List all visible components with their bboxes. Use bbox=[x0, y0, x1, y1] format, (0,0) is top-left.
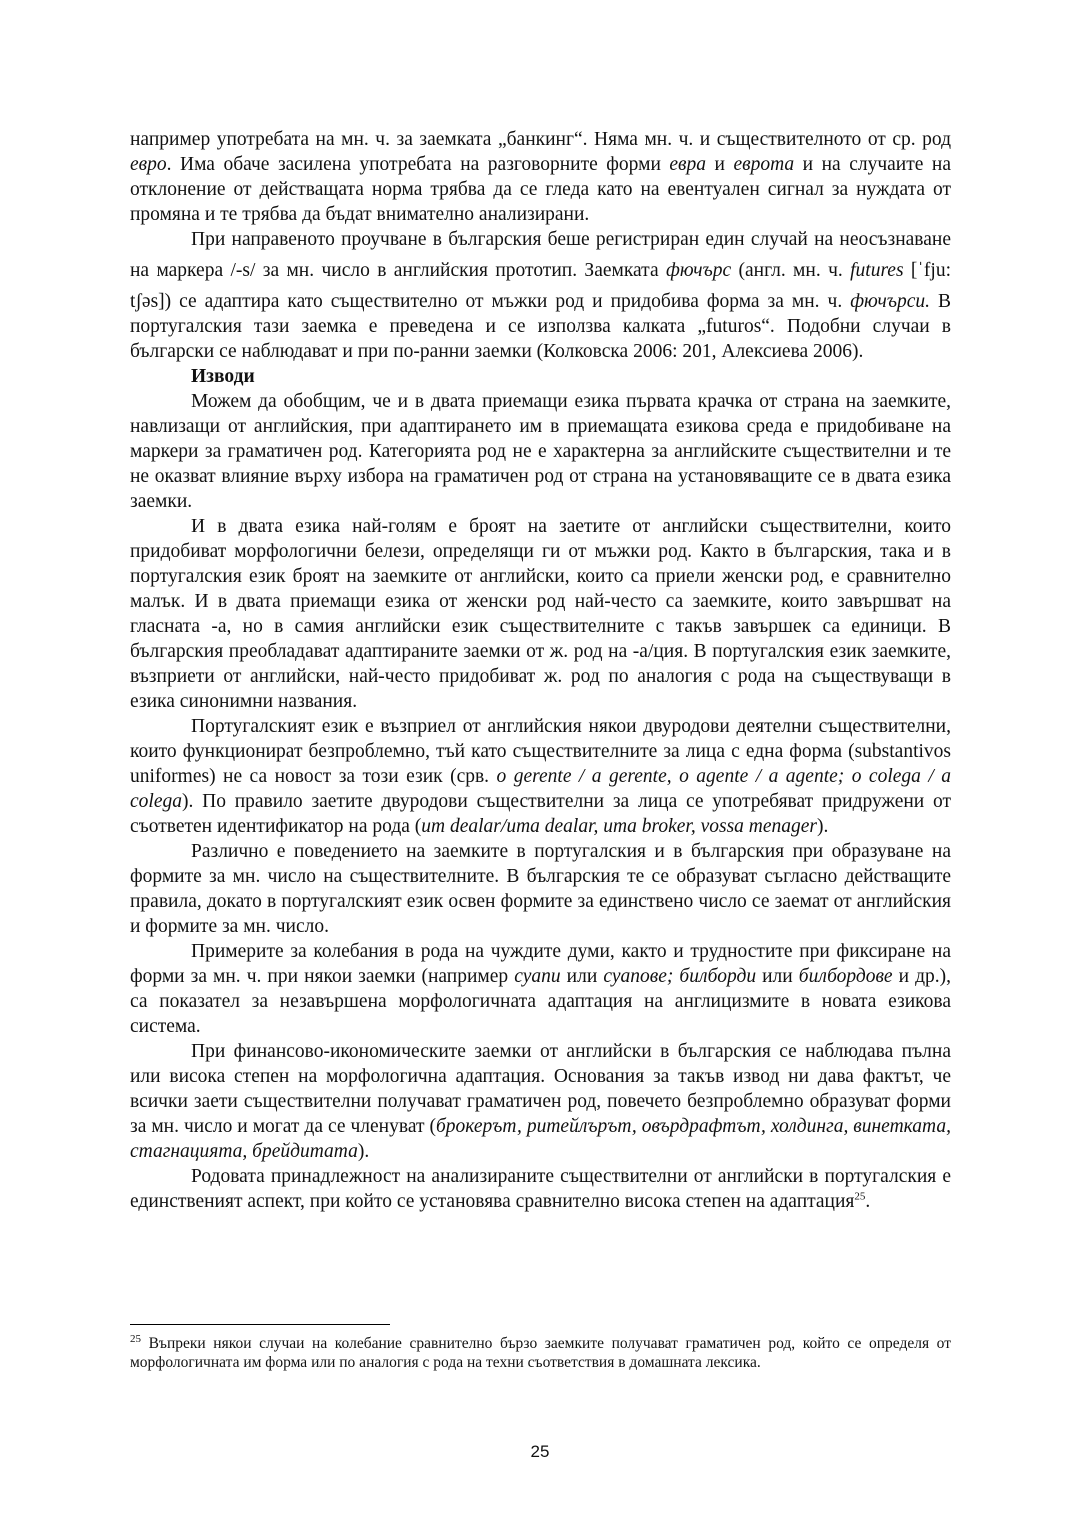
text-run: Примерите за колебания в рода на чуждите думи, както и трудностите при фиксиране на форми за мн. ч. при някои заемки (например bbox=[130, 941, 951, 987]
italic-term: еврота bbox=[733, 154, 795, 175]
italic-term: суапи bbox=[514, 966, 561, 987]
paragraph-8 bbox=[130, 1039, 951, 1164]
text-run: и др.), са показател за незавършена морфологичната адаптация на англицизмите в новата езикова система. bbox=[130, 966, 952, 1037]
italic-term: билбордове bbox=[798, 966, 893, 987]
text-run: Португалският език е възприел от английския някои двуродови деятелни съществителни, които функционират безпроблемно, тъй като съществителните за лица с една форма (substantivos uniformes) не са новост за този език (срв. bbox=[130, 716, 951, 787]
text-run: (англ. мн. ч. bbox=[738, 260, 851, 281]
footnote-text: Въпреки някои случаи на колебание сравнително бързо заемките получават граматичен род, който се определя от морфологичната им форма или по аналогия с рода на техни съответствия в домашната лексика. bbox=[130, 1335, 951, 1371]
text-run: и bbox=[706, 154, 734, 175]
italic-term: фючърс bbox=[665, 260, 732, 281]
italic-term: o gerente / a gerente, o agente / a agente; o colega / a colega bbox=[130, 766, 951, 812]
footnote-marker: 25 bbox=[130, 1332, 141, 1345]
italic-term: фючърси. bbox=[850, 291, 930, 312]
section-heading: Изводи bbox=[191, 366, 255, 387]
paragraph-9 bbox=[130, 1164, 951, 1214]
text-run: [ˈfju: tʃəs]) се адаптира като съществително от мъжки род и придобива форма за мн. ч. bbox=[130, 260, 951, 312]
text-run: . bbox=[865, 1191, 871, 1212]
text-run: ). bbox=[357, 1141, 370, 1162]
text-run: ). bbox=[817, 816, 829, 837]
page-body bbox=[130, 127, 951, 1214]
paragraph-5 bbox=[130, 714, 951, 839]
italic-term: брокерът, ритейлърът, овърдрафтът, холдинга, винетката, стагнацията, брейдитата bbox=[130, 1116, 951, 1162]
footnote bbox=[130, 1334, 951, 1372]
italic-term: евра bbox=[669, 154, 707, 175]
italic-term: евро bbox=[130, 154, 167, 175]
footnote-reference[interactable]: 25 bbox=[854, 1190, 866, 1203]
paragraph-1 bbox=[130, 127, 951, 227]
text-run: При направеното проучване в българския беше регистриран един случай на неосъзнаване на маркера /-s/ за мн. число в английския прототип. Заемката bbox=[130, 229, 951, 281]
italic-term: суапове; билборди bbox=[603, 966, 757, 987]
page-number: 25 bbox=[530, 1442, 550, 1461]
italic-term: futures bbox=[850, 260, 904, 281]
text-run: Родовата принадлежност на анализираните съществителни от английски в португалския е единственият аспект, при който се установява сравнително висока степен на адаптация bbox=[130, 1166, 951, 1212]
paragraph-6: Различно е поведението на заемките в португалския и в българския при образуване на формите за мн. число на съществителните. В българския те се образуват съгласно действащите правила, докато в португалският език освен формите за единствено число се заемат от английския и формите за мн. число. bbox=[130, 841, 951, 937]
paragraph-2 bbox=[130, 227, 951, 364]
paragraph-4: И в двата езика най-голям е броят на заетите от английски съществителни, които придобиват морфологични белези, определящи ги от мъжки род. Както в българския, така и в португалския език броят на заемките от английски, които са приели женски род, е сравнително малък. И в двата приемащи езика от женски род най-често са заемките, които завършват на гласната -а, но в самия английски език съществителните с такъв завършек са единици. В българския преобладават адаптираните заемки от ж. род на -а/ция. В португалския език заемките, възприети от английски, най-често придобиват ж. род по аналогия с рода на съществуващи в езика синонимни названия. bbox=[130, 516, 951, 712]
text-run: или bbox=[560, 966, 604, 987]
text-run: например употребата на мн. ч. за заемката „банкинг“. Няма мн. ч. и съществителното от ср. род bbox=[130, 129, 951, 150]
footnote-separator bbox=[130, 1324, 390, 1325]
text-run: и на случаите на отклонение от действащата норма трябва да се гледа като на евентуален сигнал за нуждата от промяна и те трябва да бъдат внимателно анализирани. bbox=[130, 154, 951, 225]
text-run: . Има обаче засилена употребата на разговорните форми bbox=[166, 154, 670, 175]
text-run: ). По правило заетите двуродови съществителни за лица се употребяват придружени от съответен идентификатор на рода ( bbox=[130, 791, 951, 837]
paragraph-7 bbox=[130, 939, 951, 1039]
text-run: В португалския тази заемка е преведена и се използва калката „futuros“. Подобни случаи в български се наблюдават и при по-ранни заемки (Колковска 2006: 201, Алексиева 2006). bbox=[130, 291, 951, 362]
text-line-tall bbox=[731, 260, 738, 281]
text-run: или bbox=[756, 966, 799, 987]
paragraph-3: Можем да обобщим, че и в двата приемащи езика първата крачка от страна на заемките, навлизащи от английския, при адаптирането им в приемащата езикова среда е придобиване на маркери за граматичен род. Категорията род не е характерна за английските съществителни и те не оказват влияние върху избора на граматичен род от страна на установяващите се в двата езика заемки. bbox=[130, 391, 951, 512]
text-run: При финансово-икономическите заемки от английски в българския се наблюдава пълна или висока степен на морфологична адаптация. Основания за такъв извод ни дава фактът, че всички заети съществителни получават граматичен род, повечето безпроблемно образуват форми за мн. число и могат да се членуват ( bbox=[130, 1041, 951, 1137]
italic-term: um dealar/uma dealar, uma broker, vossa menager bbox=[421, 816, 818, 837]
